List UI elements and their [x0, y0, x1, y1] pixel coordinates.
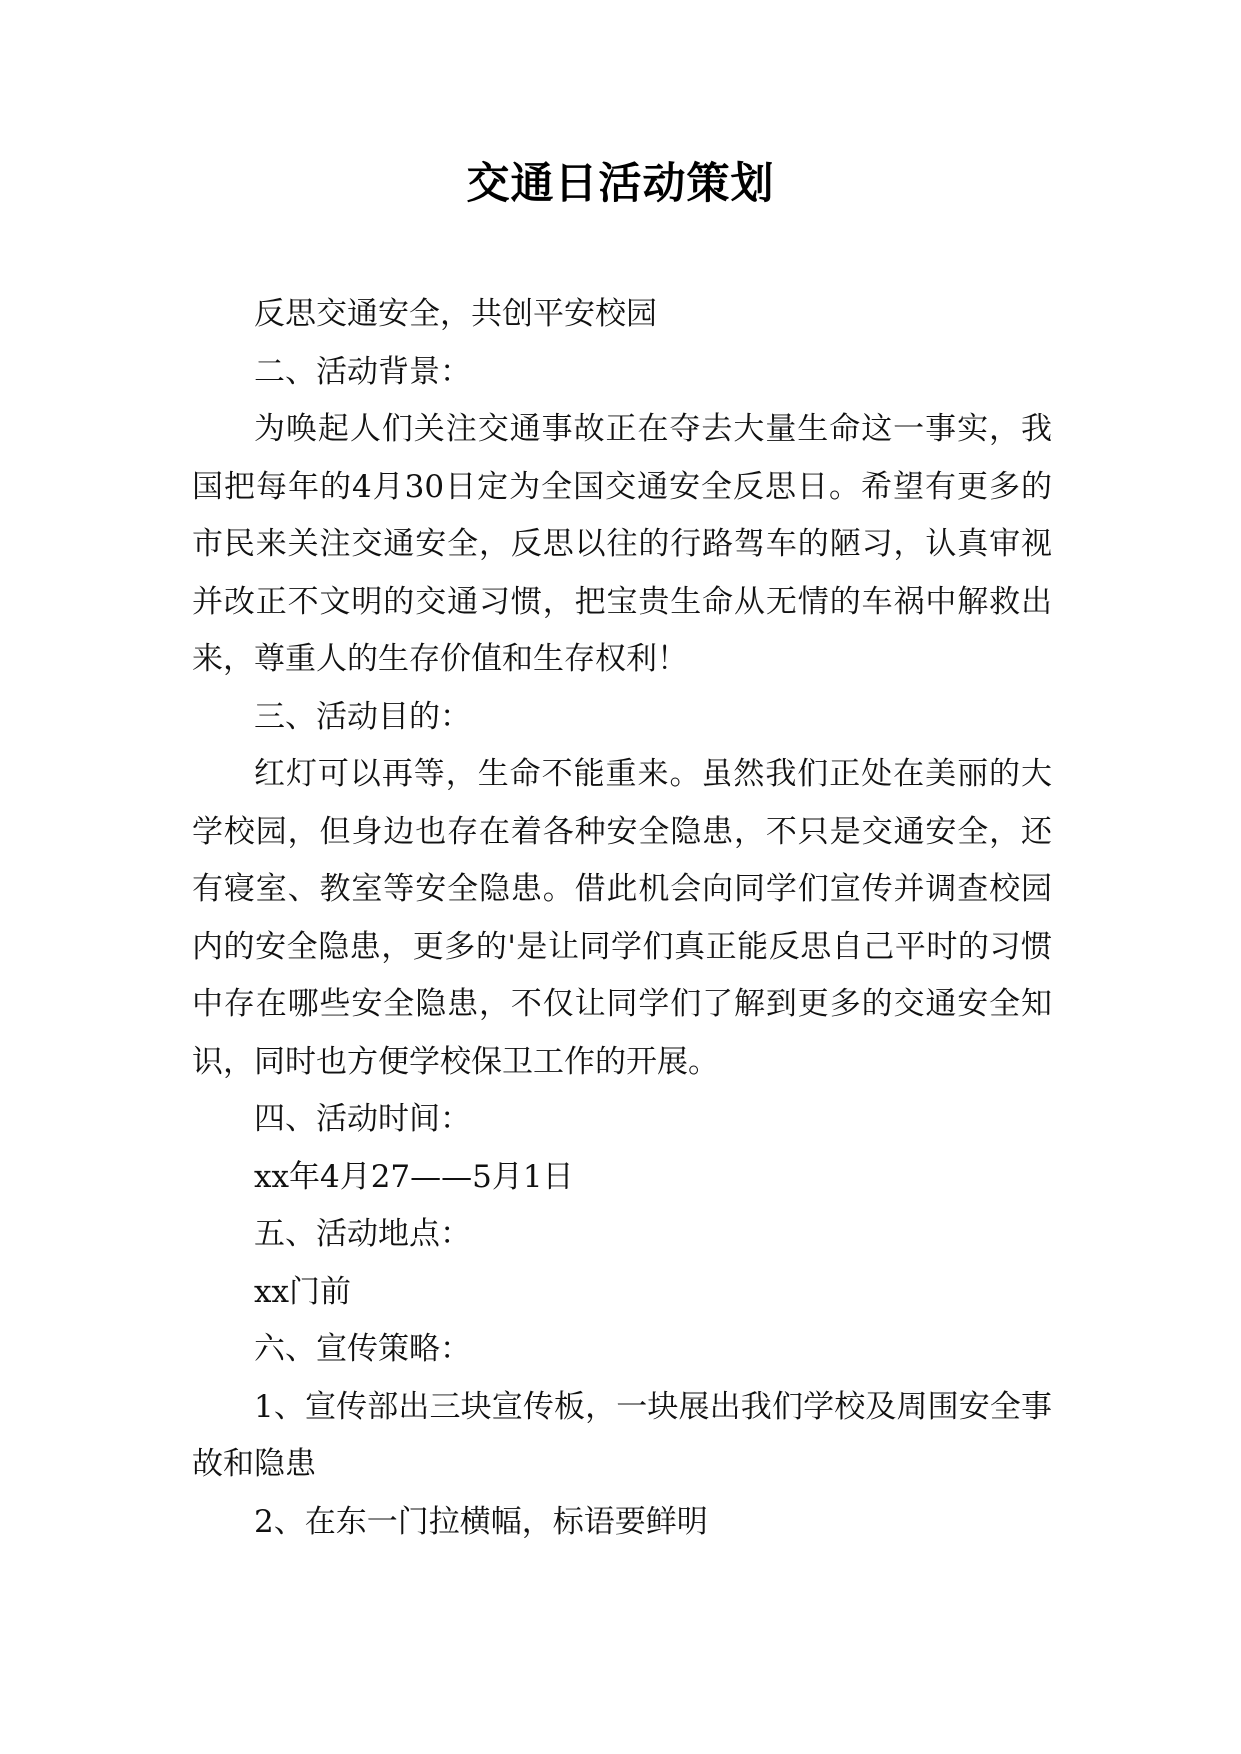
list-item-strategy-2: 2、在东一门拉横幅，标语要鲜明 — [254, 1503, 708, 1540]
section-heading-location: 五、活动地点： — [254, 1216, 471, 1252]
document-body — [192, 286, 1052, 1551]
section-heading-strategy: 六、宣传策略： — [254, 1331, 471, 1367]
document-title: 交通日活动策划 — [466, 159, 775, 209]
paragraph-time: xx年4月27——5月1日 — [254, 1158, 574, 1195]
section-heading-purpose: 三、活动目的： — [254, 698, 471, 735]
subtitle-paragraph: 反思交通安全，共创平安校园 — [254, 296, 657, 332]
paragraph-location: xx门前 — [254, 1273, 351, 1310]
paragraph-background: 为唤起人们关注交通事故正在夺去大量生命这一事实，我国把每年的4月30日定为全国交通安全反思日。希望有更多的市民来关注交通安全，反思以往的行路驾车的陋习，认真审视并改正不文明的交通习惯，把宝贵生命从无情的车祸中解救出来，尊重人的生存价值和生存权利！ — [192, 411, 1052, 677]
section-heading-time: 四、活动时间： — [254, 1101, 471, 1137]
list-item-strategy-1: 1、宣传部出三块宣传板，一块展出我们学校及周围安全事故和隐患 — [192, 1388, 1052, 1482]
paragraph-purpose: 红灯可以再等，生命不能重来。虽然我们正处在美丽的大学校园，但身边也存在着各种安全隐患，不只是交通安全，还有寝室、教室等安全隐患。借此机会向同学们宣传并调查校园内的安全隐患，更多的'是让同学们真正能反思自己平时的习惯中存在哪些安全隐患，不仅让同学们了解到更多的交通安全知识，同时也方便学校保卫工作的开展。 — [192, 756, 1052, 1080]
section-heading-background: 二、活动背景： — [254, 353, 471, 390]
